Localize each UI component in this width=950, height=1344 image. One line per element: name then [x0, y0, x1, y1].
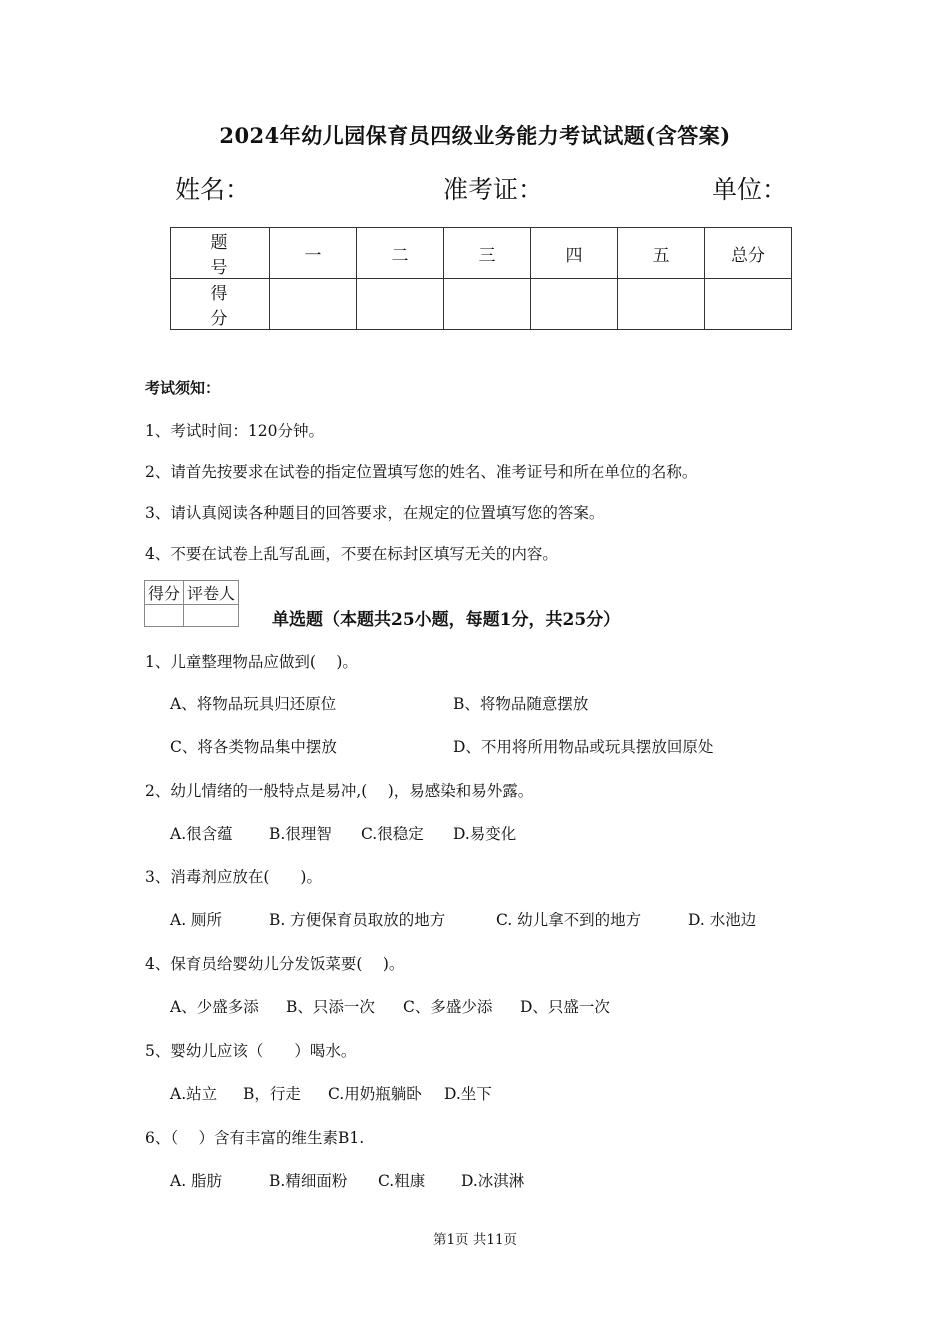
grader-score-label: 得分 [145, 581, 184, 605]
score-input-cell[interactable] [270, 279, 357, 330]
question-stem: 6、（ ）含有丰富的维生素B1. [145, 1129, 365, 1147]
answer-option[interactable]: C.很稳定 [361, 825, 424, 843]
answer-option[interactable]: A. 厕所 [170, 911, 223, 929]
answer-option[interactable]: D、只盛一次 [520, 998, 610, 1016]
score-header-cell: 三 [444, 228, 531, 279]
notice-item: 2、请首先按要求在试卷的指定位置填写您的姓名、准考证号和所在单位的名称。 [145, 463, 698, 481]
answer-option[interactable]: D. 水池边 [688, 911, 757, 929]
answer-option[interactable]: C.用奶瓶躺卧 [328, 1085, 422, 1103]
score-table [170, 227, 792, 330]
score-header-cell: 四 [531, 228, 618, 279]
score-header-cell: 总分 [705, 228, 792, 279]
exam-id-label: 准考证： [443, 175, 544, 204]
notice-heading: 考试须知： [145, 379, 221, 397]
notice-item: 1、考试时间：120分钟。 [145, 422, 324, 440]
grader-box [144, 580, 239, 627]
question-stem: 1、儿童整理物品应做到( )。 [145, 653, 358, 671]
answer-option[interactable]: B、只添一次 [286, 998, 375, 1016]
answer-option[interactable]: B.很理智 [269, 825, 332, 843]
name-label: 姓名： [175, 175, 251, 204]
answer-option[interactable]: B.精细面粉 [269, 1172, 348, 1190]
score-table-header-row [171, 228, 792, 279]
score-input-cell[interactable] [444, 279, 531, 330]
section-title: 单选题（本题共25小题，每题1分，共25分） [272, 610, 621, 630]
page-title: 2024年幼儿园保育员四级业务能力考试试题(含答案) [219, 123, 731, 148]
question-stem: 2、幼儿情绪的一般特点是易冲,( )，易感染和易外露。 [145, 782, 534, 800]
score-header-cell: 题 号 [171, 228, 270, 279]
question-stem: 4、保育员给婴幼儿分发饭菜要( )。 [145, 955, 405, 973]
question-stem: 5、婴幼儿应该（ ）喝水。 [145, 1042, 357, 1060]
grader-reviewer-cell[interactable] [184, 605, 239, 627]
answer-option[interactable]: A.很含蕴 [170, 825, 233, 843]
question-stem: 3、消毒剂应放在( )。 [145, 868, 322, 886]
answer-option[interactable]: D.冰淇淋 [461, 1172, 525, 1190]
unit-label: 单位： [712, 175, 788, 204]
page-footer: 第1页 共11页 [432, 1232, 518, 1248]
notice-item: 3、请认真阅读各种题目的回答要求，在规定的位置填写您的答案。 [145, 504, 605, 522]
score-input-cell[interactable] [531, 279, 618, 330]
answer-option[interactable]: A.站立 [170, 1085, 218, 1103]
answer-option[interactable]: D.坐下 [444, 1085, 492, 1103]
score-input-cell[interactable] [705, 279, 792, 330]
answer-option[interactable]: C. 幼儿拿不到的地方 [496, 911, 642, 929]
score-input-cell[interactable] [357, 279, 444, 330]
answer-option[interactable]: C、将各类物品集中摆放 [170, 738, 337, 756]
answer-option[interactable]: A. 脂肪 [170, 1172, 223, 1190]
answer-option[interactable]: B，行走 [243, 1085, 301, 1103]
answer-option[interactable]: A、少盛多添 [170, 998, 259, 1016]
answer-option[interactable]: B、将物品随意摆放 [453, 695, 589, 713]
score-table-score-row [171, 279, 792, 330]
score-header-cell: 二 [357, 228, 444, 279]
answer-option[interactable]: D、不用将所用物品或玩具摆放回原处 [453, 738, 714, 756]
grader-score-cell[interactable] [145, 605, 184, 627]
answer-option[interactable]: B. 方便保育员取放的地方 [269, 911, 446, 929]
answer-option[interactable]: A、将物品玩具归还原位 [170, 695, 337, 713]
score-input-cell[interactable] [618, 279, 705, 330]
grader-reviewer-label: 评卷人 [184, 581, 239, 605]
answer-option[interactable]: C、多盛少添 [403, 998, 493, 1016]
answer-option[interactable]: D.易变化 [453, 825, 517, 843]
score-header-cell: 一 [270, 228, 357, 279]
score-row-label: 得 分 [171, 279, 270, 330]
score-header-cell: 五 [618, 228, 705, 279]
answer-option[interactable]: C.粗康 [378, 1172, 426, 1190]
notice-item: 4、不要在试卷上乱写乱画，不要在标封区填写无关的内容。 [145, 545, 558, 563]
